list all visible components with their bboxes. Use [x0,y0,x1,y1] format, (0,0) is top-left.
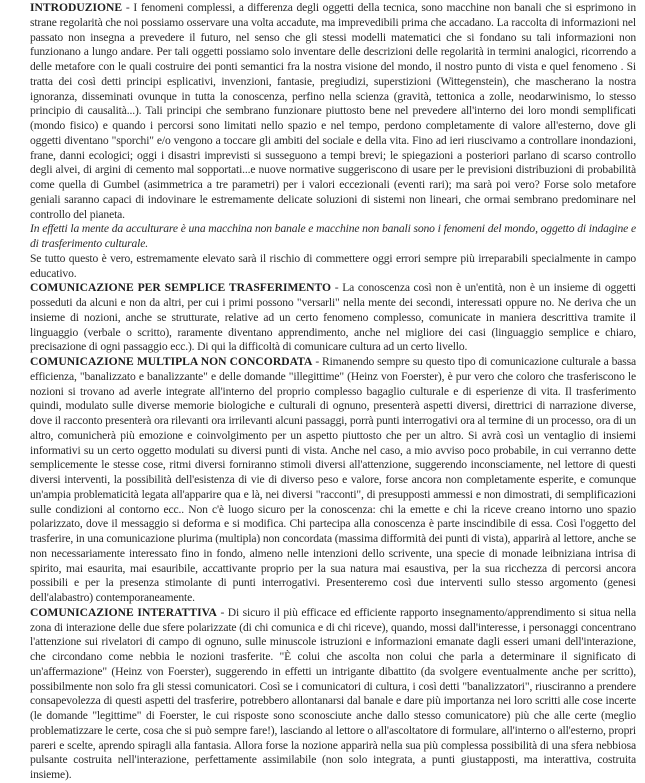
closing-sentence: Se tutto questo è vero, estremamente elevato sarà il rischio di commettere oggi errori sempre più irreparabili specialmente in campo educativo. [30,251,636,280]
section-body: Di sicuro il più efficace ed efficiente rapporto insegnamento/apprendimento si situa nella zona di interazione delle due sfere polarizzate (di chi comunica e di chi riceve), quando, mossi dall'interesse, i personaggi concentrano l'attenzione sui rivelatori di campo di ognuno, sulle minuscole istruzioni e informazioni emanate dagli esseri umani dell'interazione, che circondano come nebbia le nozioni trasferite. "È colui che ascolta non colui che parla a determinare il significato di un'affermazione" (Heinz von Foerster), suggerendo in effetti un intrigante dibattito (da svolgere eventualmente anche per scritto), possibilmente non solo fra gli stessi comunicatori. Così se i comunicatori di cultura, i così detti "banalizzatori", riusciranno a prendere consapevolezza di questi aspetti del trasferire, potrebbero allontanarsi dal banale e dare più importanza nei loro scritti alle cose incerte (le domande "legittime" di Foerster, le cui risposte sono sconosciute anche dallo stesso comunicatore) più che alle certe (meglio problematizzare le certe, cosa che si può sempre fare!), lasciando al lettore o all'ascoltatore di formulare, all'interno o all'esterno, propri pareri e scelte, aprendo spiragli alla fantasia. Allora forse la nozione apparirà nella sua più complessa possibilità di una sfera nebbiosa pulsante costruita nell'interazione, perfettamente assimilabile (non solo integrata, a punti giustapposti, ma interattiva, costruita insieme). [30,605,636,781]
section-body: La conoscenza così non è un'entità, non è un insieme di oggetti posseduti da alcuni e non da altri, per cui i primi possono "versarli" nella mente dei secondi, interessati oppure no. Ne deriva che un insieme di nozioni, anche se strutturate, relative ad un certo fenomeno complesso, comunicate in maniera descrittiva tramite il linguaggio (verbale o scritto), raramente diventano apprendimento, anche nel migliore dei casi (linguaggio semplice e chiaro, precisazione di ogni passaggio ecc.). Di qui la difficoltà di comunicare cultura ad un certo livello. [30,281,636,354]
section-body: I fenomeni complessi, a differenza degli oggetti della tecnica, sono macchine non banali che si esprimono in strane regolarità che noi possiamo osservare una volta accadute, ma imprevedibili prima che accadano. La raccolta di informazioni nel passato non insegna a prevedere il futuro, nel senso che gli stessi modelli matematici che si fondano su tali informazioni non funzionano a lungo andare. Per tali oggetti possiamo solo inventare delle descrizioni delle regolarità in termini analogici, ricorrendo a delle metafore con le quali costruire dei ponti semantici fra la nostra visione del mondo, il nostro punto di vista e quel fenomeno . Si tratta dei così detti principi esplicativi, invenzioni, fantasie, pregiudizi, superstizioni (Wittegenstein), che mascherano la nostra ignoranza, disseminati ovunque in tutta la conoscenza, perfino nella scienza (gravità, tettonica a zolle, neodarwinismo, lo stesso principio di causalità...). Tali principi che sembrano funzionare piuttosto bene nel prevedere all'interno dei loro mondi semplificati (mondo fisico) e quando i percorsi sono limitati nello spazio e nel tempo, perdono completamente di valore all'esterno, dove gli oggetti diventano "sporchi" e/o vengono a toccare gli ambiti del sociale e della vita. Fino ad ieri riuscivamo a controllare inondazioni, frane, danni ecologici; oggi i disastri imprevisti si susseguono a tempi brevi; le spiegazioni a posteriori parlano di scarso controllo degli alvei, di argini di cemento mal sopportati...e nuove normative suggeriscono di usare per le previsioni distribuzioni di probabilità come quella di Gumbel (asimmetrica a tre parametri) per i valori eccezionali (eventi rari); ma sarà poi vero? Forse solo metafore geniali saranno capaci di indovinare le estremamente delicate soluzioni di sistemi non lineari, che ormai sembrano predominare nel controllo del pianeta. [30,1,636,221]
section-heading: COMUNICAZIONE MULTIPLA NON CONCORDATA [30,355,313,368]
heading-separator: - [216,605,228,619]
section-heading: COMUNICAZIONE INTERATTIVA [30,605,217,619]
section-introduzione [30,1,636,222]
section-interattiva [30,606,636,783]
heading-separator: - [331,281,343,295]
section-body: Rimanendo sempre su questo tipo di comunicazione culturale a bassa efficienza, "banalizzato e banalizzante" e delle domande "illegittime" (Heinz von Foerster), è pur vero che coloro che trasferiscono le nozioni si trovano ad averle integrate all'interno del proprio complesso bagaglio culturale e di esperienze di vita. Il trasferimento quindi, modulato sulle diverse memorie biologiche e culturali di ognuno, presenterà aspetti diversi, direttrici di narrazione diverse, dove il racconto presenterà ora rilevanti ora irrilevanti alcuni passaggi, porrà punti interrogativi ora al termine di un processo, ora di un altro, comunicherà più emozione e coinvolgimento per un aspetto piuttosto che per un altro. Si avrà così un ventaglio di insiemi informativi su un certo oggetto modulati su diversi punti di vista. Anche nel caso, a mio avviso poco probabile, in cui verranno dette semplicemente le stesse cose, ritmi diversi forniranno stimoli diversi all'attenzione, suggerendo inconsciamente, nel lettore di questi diversi interventi, la possibilità dell'esistenza di vie di diverso peso e valore, forse ancora non completamente esperite, e comunque un'ampia problematicità legata all'apparire qua e là, nei diversi "racconti", di presupposti ammessi e non dimostrati, di semplificazioni sulle condizioni al contorno ecc.. Non c'è luogo sicuro per la conoscenza: chi la emette e chi la riceve creano intorno uno spazio polarizzato, dove il messaggio si deforma e si modifica. Chi partecipa alla conoscenza è parte inscindibile di essa. Così l'oggetto del trasferire, in una comunicazione plurima (multipla) non concordata (massima difformità dei punti di vista), apparirà al lettore, anche se non necessariamente interessato fino in fondo, almeno nelle intenzioni dello scrivente, una specie di monade leibniziana intrisa di spirito, mai esaurita, mai esauribile, accattivante proprio per la sua natura mai esaustiva, per la sua ricchezza di percorsi ancora possibili e per la presenza stimolante di punti interrogativi. Presenteremo così due interventi sullo stesso argomento (genesi dell'alabastro) contemporaneamente. [30,355,636,604]
section-semplice-trasferimento [30,281,636,355]
section-heading: INTRODUZIONE [30,1,123,14]
heading-separator: - [122,1,134,14]
section-heading: COMUNICAZIONE PER SEMPLICE TRASFERIMENTO [30,281,332,295]
heading-separator: - [312,355,323,368]
document-page [30,1,636,783]
section-multipla-non-concordata [30,355,636,606]
italic-note: In effetti la mente da acculturare è una macchina non banale e macchine non banali sono i fenomeni del mondo, oggetto di indagine e di trasferimento culturale. [30,222,636,250]
